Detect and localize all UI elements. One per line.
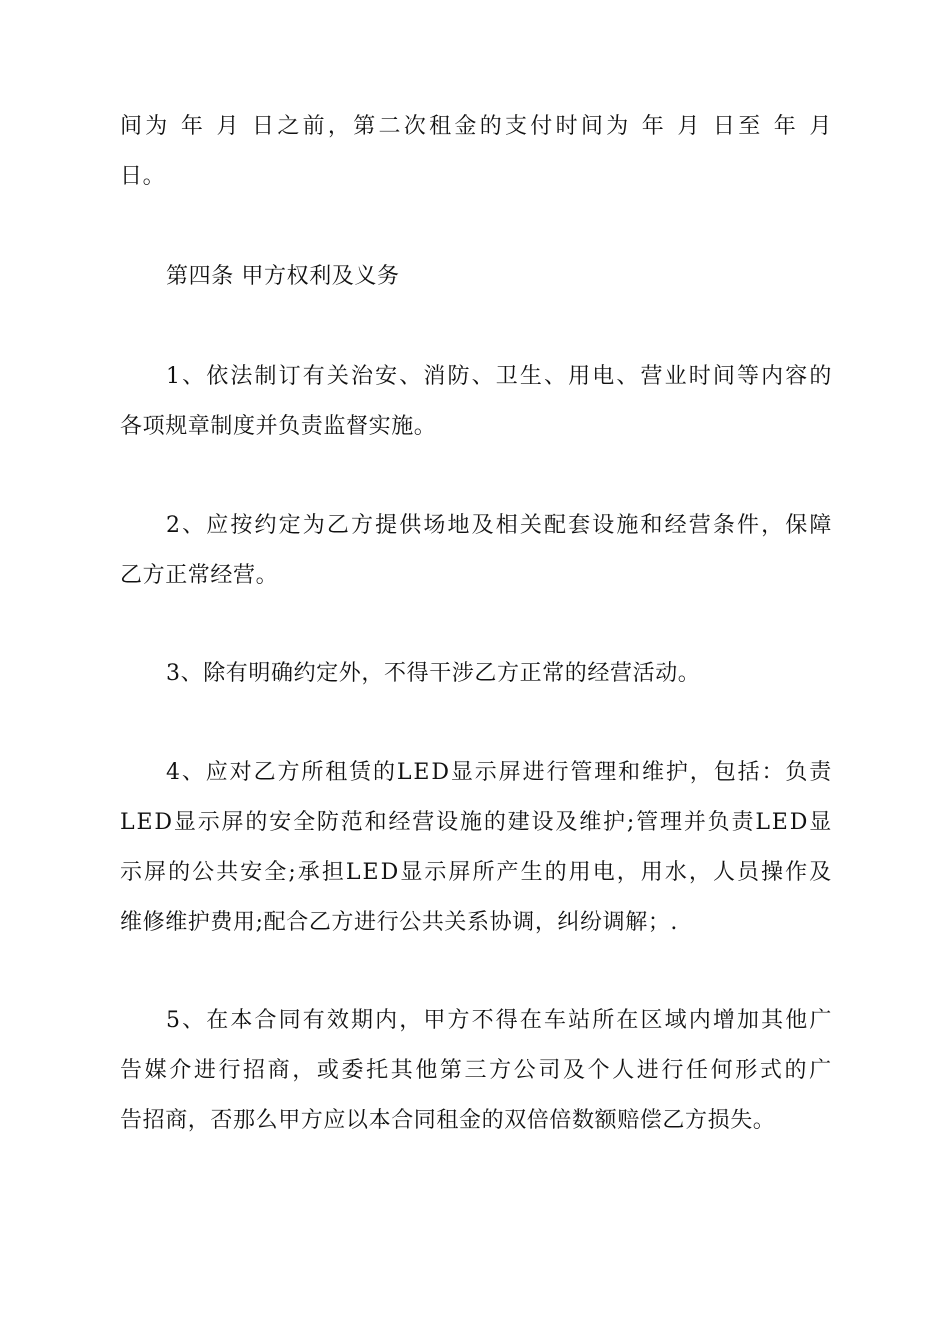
- glyph: 付: [530, 114, 553, 139]
- glyph: 定: [278, 513, 302, 538]
- glyph: 为: [145, 114, 168, 139]
- glyph: 容: [785, 364, 808, 389]
- glyph: L: [345, 860, 362, 885]
- glyph: 示: [197, 810, 221, 835]
- glyph: 有: [302, 364, 326, 389]
- glyph: [667, 112, 675, 142]
- glyph: 本: [230, 1008, 253, 1033]
- glyph: 托: [366, 1058, 389, 1083]
- glyph: 理: [659, 810, 683, 835]
- glyph: 用: [640, 860, 664, 885]
- glyph: 为: [302, 513, 326, 538]
- glyph: 租: [325, 760, 348, 785]
- text-line: 日。: [120, 164, 166, 189]
- glyph: 、: [399, 364, 422, 389]
- glyph: 不: [471, 1008, 495, 1033]
- glyph: 金: [454, 114, 478, 139]
- glyph: 卫: [495, 364, 519, 389]
- item-3-line-1: [166, 659, 832, 689]
- glyph: 、: [181, 760, 205, 785]
- glyph: 他: [415, 1058, 438, 1083]
- glyph: 月: [216, 114, 240, 139]
- glyph: 广: [809, 1058, 832, 1083]
- item-5-line-1: [166, 1006, 832, 1036]
- glyph: 显: [173, 810, 197, 835]
- item-4-line-2: [120, 808, 832, 838]
- glyph: 个: [587, 1058, 611, 1083]
- glyph: 作: [785, 860, 808, 885]
- item-4-line-3: [120, 858, 832, 888]
- glyph: 前: [302, 114, 326, 139]
- glyph: 乙: [253, 760, 277, 785]
- glyph: D: [380, 860, 399, 885]
- glyph: ，: [688, 860, 712, 885]
- glyph: 保: [785, 513, 808, 538]
- glyph: 内: [688, 1008, 712, 1033]
- glyph: E: [771, 810, 789, 835]
- glyph: 护: [665, 760, 689, 785]
- glyph: [171, 112, 179, 142]
- glyph: 方: [351, 513, 374, 538]
- glyph: 支: [505, 114, 528, 139]
- glyph: 业: [664, 364, 688, 389]
- glyph: 包: [713, 760, 737, 785]
- glyph: ;: [288, 860, 297, 885]
- glyph: 行: [546, 760, 570, 785]
- glyph: 示: [474, 760, 498, 785]
- glyph: 在: [519, 1008, 543, 1033]
- glyph: 的: [479, 114, 503, 139]
- glyph: 水: [664, 860, 688, 885]
- glyph: 生: [519, 364, 543, 389]
- glyph: 管: [570, 760, 593, 785]
- glyph: 的: [483, 810, 507, 835]
- glyph: ，: [327, 114, 351, 139]
- glyph: 在: [616, 1008, 639, 1033]
- glyph: 商: [267, 1058, 291, 1083]
- glyph: 负: [707, 810, 731, 835]
- glyph: 时: [555, 114, 579, 139]
- glyph: 所: [592, 1008, 615, 1033]
- glyph: 建: [507, 810, 531, 835]
- glyph: 期: [351, 1008, 374, 1033]
- glyph: 第: [439, 1058, 463, 1083]
- glyph: [631, 112, 639, 142]
- glyph: 示: [120, 860, 143, 885]
- glyph: 制: [254, 364, 278, 389]
- glyph: 媒: [144, 1058, 168, 1083]
- glyph: 域: [664, 1008, 688, 1033]
- glyph: E: [136, 810, 154, 835]
- glyph: 乙: [326, 513, 350, 538]
- glyph: 5: [166, 1008, 181, 1033]
- glyph: 进: [636, 1058, 660, 1083]
- glyph: 次: [403, 114, 427, 139]
- article-heading: [166, 262, 832, 292]
- glyph: 及: [562, 1058, 586, 1083]
- glyph: 的: [784, 1058, 808, 1083]
- glyph: 为: [606, 114, 629, 139]
- glyph: L: [396, 760, 413, 785]
- glyph: 效: [326, 1008, 350, 1033]
- glyph: 至: [738, 114, 761, 139]
- text-line: 乙方正常经营。: [120, 563, 279, 588]
- glyph: 防: [447, 364, 471, 389]
- glyph: 间: [120, 114, 143, 139]
- glyph: 承: [297, 860, 321, 885]
- glyph: 间: [580, 114, 604, 139]
- glyph: 行: [661, 1058, 685, 1083]
- glyph: 显: [809, 810, 832, 835]
- glyph: 设: [592, 513, 615, 538]
- glyph: 施: [616, 513, 639, 538]
- glyph: 及: [471, 513, 495, 538]
- glyph: L: [120, 810, 136, 835]
- glyph: 责: [809, 760, 832, 785]
- glyph: 等: [737, 364, 760, 389]
- glyph: 其: [761, 1008, 784, 1033]
- glyph: 电: [592, 860, 616, 885]
- text-line: 维修维护费用;配合乙方进行公共关系协调，纠纷调解；.: [120, 910, 679, 935]
- glyph: 按: [230, 513, 253, 538]
- glyph: 屏: [448, 860, 472, 885]
- text-line: 3、除有明确约定外，不得干涉乙方正常的经营活动。: [166, 661, 701, 686]
- glyph: 、: [182, 364, 205, 389]
- glyph: 套: [568, 513, 591, 538]
- glyph: 用: [568, 860, 592, 885]
- glyph: 年: [773, 114, 797, 139]
- glyph: 司: [538, 1058, 561, 1083]
- glyph: 他: [785, 1008, 808, 1033]
- glyph: ，: [292, 1058, 315, 1083]
- glyph: 维: [642, 760, 665, 785]
- glyph: 何: [710, 1058, 734, 1083]
- glyph: 安: [240, 860, 263, 885]
- glyph: 经: [664, 513, 688, 538]
- glyph: 、: [182, 513, 205, 538]
- glyph: 件: [737, 513, 760, 538]
- glyph: 提: [375, 513, 398, 538]
- glyph: 日: [252, 114, 275, 139]
- item-4-line-4: [120, 908, 832, 938]
- glyph: 订: [278, 364, 302, 389]
- glyph: 人: [612, 1058, 635, 1083]
- glyph: E: [362, 860, 380, 885]
- glyph: 设: [436, 810, 459, 835]
- glyph: 及: [809, 860, 832, 885]
- glyph: 共: [216, 860, 239, 885]
- glyph: 招: [243, 1058, 266, 1083]
- glyph: 二: [378, 114, 402, 139]
- glyph: 月: [809, 114, 832, 139]
- glyph: D: [431, 760, 450, 785]
- glyph: 内: [375, 1008, 398, 1033]
- glyph: 方: [489, 1058, 512, 1083]
- glyph: 区: [640, 1008, 664, 1033]
- glyph: 设: [531, 810, 555, 835]
- glyph: 赁: [349, 760, 372, 785]
- glyph: ;: [626, 810, 635, 835]
- glyph: 全: [264, 860, 287, 885]
- item-1-line-1: [166, 362, 832, 392]
- glyph: 所: [301, 760, 324, 785]
- glyph: 全: [293, 810, 316, 835]
- glyph: 示: [424, 860, 447, 885]
- glyph: 供: [399, 513, 422, 538]
- glyph: 时: [688, 364, 712, 389]
- glyph: 之: [277, 114, 300, 139]
- glyph: L: [755, 810, 771, 835]
- glyph: 括: [737, 760, 761, 785]
- glyph: 的: [809, 364, 832, 389]
- glyph: 所: [472, 860, 496, 885]
- glyph: [703, 112, 711, 142]
- glyph: 维: [579, 810, 602, 835]
- glyph: 、: [471, 364, 495, 389]
- text-line: 各项规章制度并负责监督实施。: [120, 414, 437, 439]
- glyph: 应: [205, 760, 229, 785]
- glyph: 介: [169, 1058, 192, 1083]
- glyph: 得: [495, 1008, 519, 1033]
- glyph: 式: [759, 1058, 783, 1083]
- glyph: 进: [193, 1058, 217, 1083]
- glyph: E: [413, 760, 431, 785]
- glyph: [206, 112, 214, 142]
- glyph: 屏: [144, 860, 167, 885]
- glyph: 显: [400, 860, 423, 885]
- glyph: 方: [277, 760, 301, 785]
- glyph: 年: [180, 114, 204, 139]
- heading-text: 第四条 甲方权利及义务: [166, 264, 400, 289]
- glyph: 防: [316, 810, 340, 835]
- glyph: 生: [520, 860, 544, 885]
- glyph: [242, 112, 250, 142]
- glyph: [764, 112, 772, 142]
- glyph: 的: [373, 760, 396, 785]
- item-4-line-1: [166, 758, 832, 788]
- glyph: 方: [447, 1008, 471, 1033]
- glyph: ，: [689, 760, 713, 785]
- glyph: 安: [269, 810, 292, 835]
- glyph: 管: [636, 810, 659, 835]
- glyph: 、: [544, 364, 567, 389]
- item-1-line-2: [120, 412, 832, 442]
- glyph: 日: [712, 114, 736, 139]
- glyph: 的: [245, 810, 268, 835]
- glyph: ，: [761, 513, 784, 538]
- glyph: 关: [326, 364, 350, 389]
- glyph: 第: [353, 114, 376, 139]
- glyph: 三: [464, 1058, 488, 1083]
- glyph: 治: [351, 364, 374, 389]
- glyph: 场: [423, 513, 446, 538]
- glyph: 担: [321, 860, 345, 885]
- glyph: 公: [192, 860, 215, 885]
- glyph: 行: [218, 1058, 242, 1083]
- glyph: 营: [640, 364, 664, 389]
- glyph: 形: [735, 1058, 758, 1083]
- item-5-line-3: [120, 1106, 832, 1136]
- glyph: 电: [592, 364, 615, 389]
- glyph: 屏: [221, 810, 245, 835]
- glyph: ，: [399, 1008, 422, 1033]
- glyph: 在: [206, 1008, 229, 1033]
- glyph: 营: [688, 513, 712, 538]
- glyph: 、: [616, 364, 639, 389]
- glyph: 的: [168, 860, 191, 885]
- paragraph-0-line-2: [120, 162, 832, 192]
- glyph: 安: [375, 364, 398, 389]
- glyph: 关: [519, 513, 543, 538]
- glyph: 加: [737, 1008, 760, 1033]
- glyph: 和: [640, 513, 664, 538]
- glyph: 用: [568, 364, 591, 389]
- glyph: 及: [555, 810, 578, 835]
- glyph: 营: [412, 810, 435, 835]
- glyph: 对: [229, 760, 253, 785]
- glyph: 法: [230, 364, 253, 389]
- glyph: 地: [447, 513, 471, 538]
- glyph: 条: [712, 513, 736, 538]
- glyph: 2: [166, 513, 181, 538]
- glyph: 1: [166, 364, 181, 389]
- glyph: 施: [459, 810, 483, 835]
- glyph: 任: [686, 1058, 709, 1083]
- glyph: 相: [495, 513, 519, 538]
- glyph: 增: [712, 1008, 736, 1033]
- glyph: 和: [618, 760, 641, 785]
- glyph: 理: [594, 760, 617, 785]
- glyph: 员: [736, 860, 760, 885]
- paragraph-0-line-1: [120, 112, 832, 142]
- glyph: 配: [544, 513, 567, 538]
- glyph: 操: [761, 860, 784, 885]
- glyph: [799, 112, 807, 142]
- glyph: 范: [340, 810, 364, 835]
- glyph: 人: [712, 860, 736, 885]
- glyph: D: [789, 810, 808, 835]
- glyph: 和: [364, 810, 388, 835]
- glyph: 间: [712, 364, 736, 389]
- glyph: 合: [254, 1008, 278, 1033]
- glyph: 障: [809, 513, 832, 538]
- glyph: 消: [423, 364, 446, 389]
- glyph: D: [154, 810, 173, 835]
- glyph: 产: [496, 860, 520, 885]
- glyph: 应: [206, 513, 229, 538]
- glyph: 并: [683, 810, 707, 835]
- item-2-line-2: [120, 561, 832, 591]
- glyph: 公: [513, 1058, 537, 1083]
- glyph: ，: [616, 860, 640, 885]
- text-line: 告招商，否那么甲方应以本合同租金的双倍倍数额赔偿乙方损失。: [120, 1108, 776, 1133]
- glyph: 经: [388, 810, 412, 835]
- glyph: ：: [761, 760, 785, 785]
- glyph: 显: [450, 760, 474, 785]
- glyph: 4: [166, 760, 181, 785]
- glyph: 或: [316, 1058, 340, 1083]
- glyph: 、: [182, 1008, 205, 1033]
- glyph: 有: [302, 1008, 326, 1033]
- glyph: 约: [254, 513, 278, 538]
- glyph: 租: [429, 114, 452, 139]
- glyph: 车: [544, 1008, 567, 1033]
- glyph: 其: [390, 1058, 414, 1083]
- glyph: 甲: [423, 1008, 446, 1033]
- glyph: 告: [120, 1058, 143, 1083]
- glyph: 负: [785, 760, 808, 785]
- glyph: 责: [731, 810, 755, 835]
- glyph: 内: [761, 364, 784, 389]
- glyph: 同: [278, 1008, 302, 1033]
- item-2-line-1: [166, 511, 832, 541]
- glyph: 进: [522, 760, 546, 785]
- glyph: 站: [568, 1008, 591, 1033]
- glyph: 月: [677, 114, 700, 139]
- glyph: 屏: [498, 760, 522, 785]
- glyph: 广: [809, 1008, 832, 1033]
- glyph: 委: [341, 1058, 365, 1083]
- glyph: 的: [544, 860, 568, 885]
- glyph: 年: [641, 114, 665, 139]
- glyph: 依: [206, 364, 229, 389]
- glyph: 护: [603, 810, 626, 835]
- item-5-line-2: [120, 1056, 832, 1086]
